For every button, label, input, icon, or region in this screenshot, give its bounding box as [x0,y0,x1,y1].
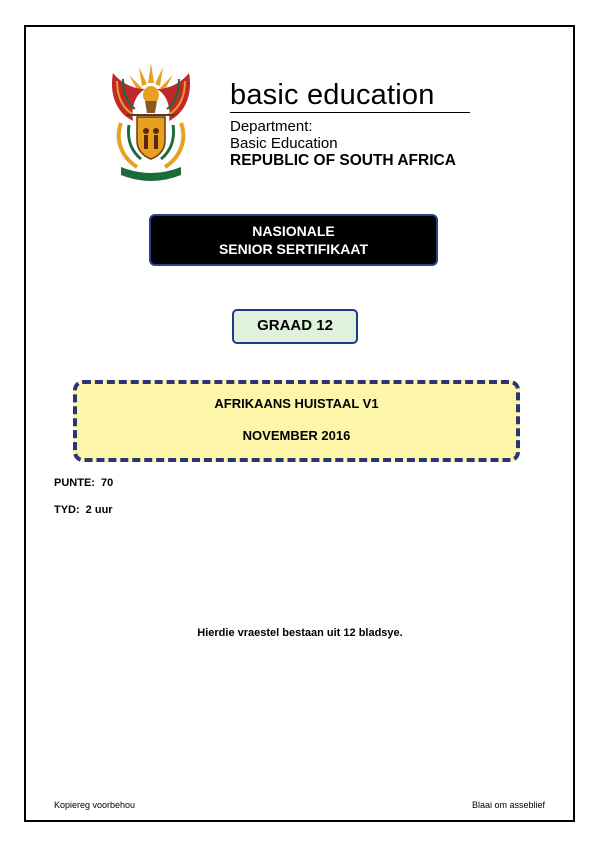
certificate-line-1: NASIONALE [252,223,335,239]
certificate-line-2: SENIOR SERTIFIKAAT [218,241,369,257]
marks-row [54,477,113,489]
subject-name: AFRIKAANS HUISTAAL V1 [214,396,379,411]
brand-block [230,78,475,169]
turn-over-footer: Blaai om asseblief [471,800,545,810]
time-value: 2 uur [85,504,113,516]
copyright-footer: Kopiereg voorbehou [54,800,136,810]
marks-value: 70 [100,477,114,489]
brand-title: basic education [230,79,435,111]
certificate-box [149,214,438,266]
brand-underline [230,112,470,113]
grade-box: GRAAD 12 [232,309,358,344]
subject-box [73,380,520,462]
page-count-note: Hierdie vraestel bestaan uit 12 bladsye. [197,627,403,639]
exam-session: NOVEMBER 2016 [242,428,351,443]
department-label: Department: [230,118,313,135]
coat-of-arms-icon [107,55,195,183]
department-name: Basic Education [230,135,338,152]
marks-label: PUNTE: [54,477,95,489]
time-label: TYD: [54,504,80,516]
country-name: REPUBLIC OF SOUTH AFRICA [230,152,456,169]
time-row [54,504,113,516]
